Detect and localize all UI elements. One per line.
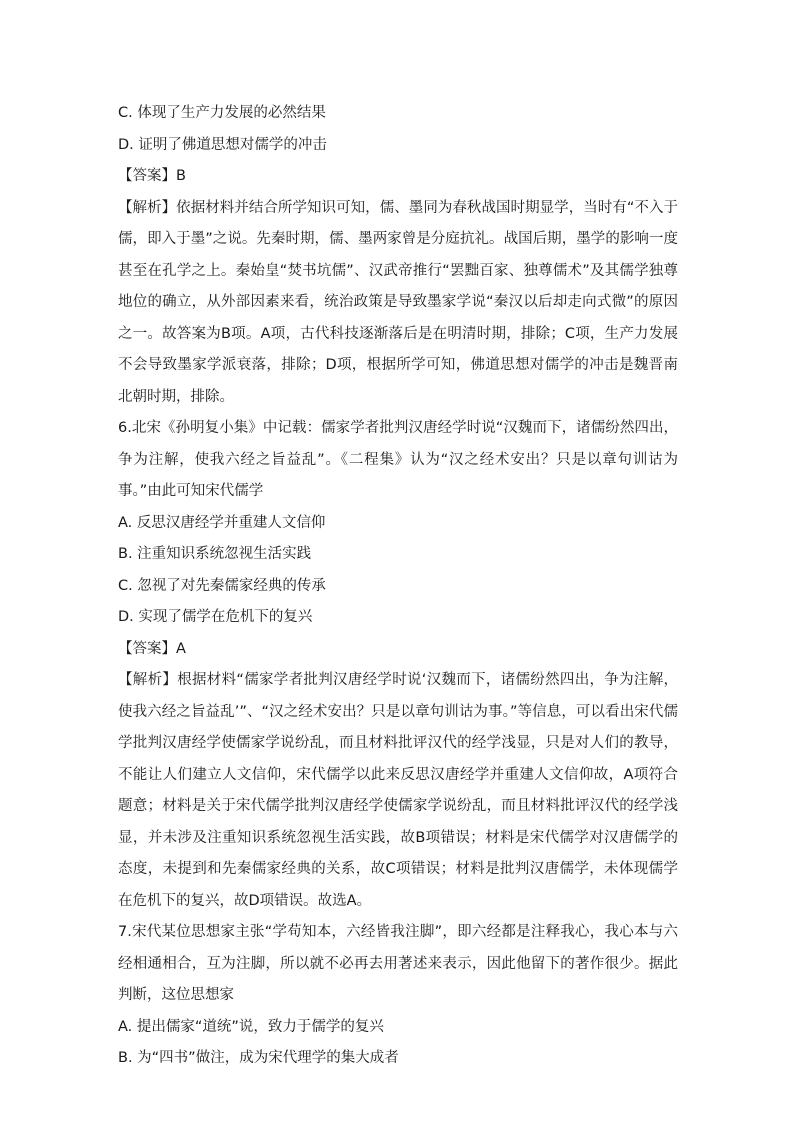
- q5-answer: 【答案】B: [118, 168, 186, 184]
- q6-option-a: A. 反思汉唐经学并重建人文信仰: [118, 514, 326, 531]
- q6-answer: 【答案】A: [118, 640, 186, 657]
- document-page: [118, 98, 678, 1075]
- q6-option-b: B. 注重知识系统忽视生活实践: [118, 546, 312, 562]
- q6-option-d: D. 实现了儒学在危机下的复兴: [118, 609, 313, 625]
- q5-option-d: D. 证明了佛道思想对儒学的冲击: [118, 136, 327, 153]
- q6-stem: 6.北宋《孙明复小集》中记载：儒家学者批判汉唐经学时说“汉魏而下，诸儒纷然四出，争为注解，使我六经之旨益乱”。《二程集》认为“汉之经术安出？只是以章句训诂为事。”由此可知宋代儒学: [118, 420, 678, 499]
- q7-stem: 7.宋代某位思想家主张“学苟知本，六经皆我注脚”，即六经都是注释我心，我心本与六经相通相合，互为注脚，所以就不必再去用著述来表示，因此他留下的著作很少。据此判断，这位思想家: [118, 924, 678, 1003]
- q6-analysis: 【解析】根据材料“儒家学者批判汉唐经学时说‘汉魏而下，诸儒纷然四出，争为注解，使我六经之旨益乱’”、“汉之经术安出？只是以章句训诂为事。”等信息，可以看出宋代儒学批判汉唐经学使儒家学说纷乱，而且材料批评汉代的经学浅显，只是对人们的教导，不能让人们建立人文信仰，宋代儒学以此来反思汉唐经学并重建人文信仰故，A项符合题意；材料是关于宋代儒学批判汉唐经学使儒家学说纷乱，而且材料批评汉代的经学浅显，并未涉及注重知识系统忽视生活实践，故B项错误；材料是宋代儒学对汉唐儒学的态度，未提到和先秦儒家经典的关系，故C项错误；材料是批判汉唐儒学，未体现儒学在危机下的复兴，故D项错误。故选A。: [118, 672, 678, 909]
- q5-option-c: C. 体现了生产力发展的必然结果: [118, 105, 326, 121]
- q5-analysis: 【解析】依据材料并结合所学知识可知，儒、墨同为春秋战国时期显学，当时有“不入于儒，即入于墨”之说。先秦时期，儒、墨两家曾是分庭抗礼。战国后期，墨学的影响一度甚至在孔学之上。秦始皇“焚书坑儒”、汉武帝推行“罢黜百家、独尊儒术”及其儒学独尊地位的确立，从外部因素来看，统治政策是导致墨家学说“秦汉以后却走向式微”的原因之一。故答案为B项。A项，古代科技逐渐落后是在明清时期，排除；C项，生产力发展不会导致墨家学派衰落，排除；D项，根据所学可知，佛道思想对儒学的冲击是魏晋南北朝时期，排除。: [118, 199, 678, 405]
- q7-option-a: A. 提出儒家“道统”说，致力于儒学的复兴: [118, 1018, 384, 1035]
- q6-option-c: C. 忽视了对先秦儒家经典的传承: [118, 577, 326, 594]
- q7-option-b: B. 为“四书”做注，成为宋代理学的集大成者: [118, 1050, 399, 1066]
